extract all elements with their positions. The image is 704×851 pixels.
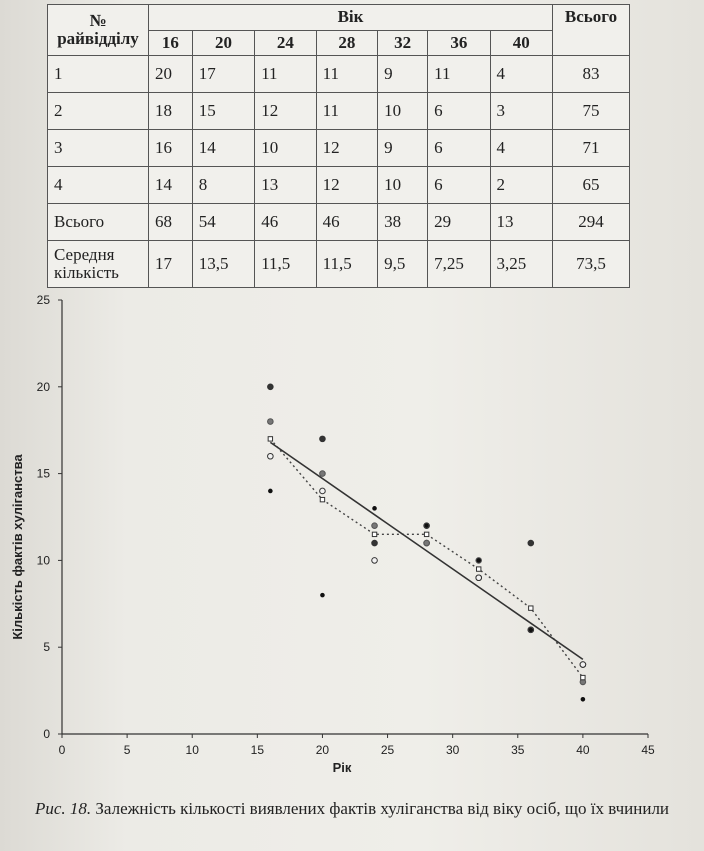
cell-value: 4 xyxy=(490,130,552,167)
cell-value: 16 xyxy=(149,130,193,167)
table-row xyxy=(48,93,630,130)
data-point-series-3 xyxy=(268,453,274,459)
mean-point xyxy=(424,532,428,536)
header-age-16: 16 xyxy=(149,30,193,56)
cell-value: 9 xyxy=(378,130,428,167)
data-point-series-2 xyxy=(424,540,430,546)
table-row xyxy=(48,130,630,167)
y-axis-label: Кількість фактів хуліганства xyxy=(10,454,25,640)
cell-value: 8 xyxy=(192,167,254,204)
cell-value: 6 xyxy=(428,93,490,130)
mean-point xyxy=(581,675,585,679)
header-age-20: 20 xyxy=(192,30,254,56)
x-tick-label: 35 xyxy=(511,743,525,757)
x-tick-label: 30 xyxy=(445,743,460,757)
row-total: 73,5 xyxy=(553,241,630,288)
cell-value: 68 xyxy=(149,204,193,241)
table-header-row-1 xyxy=(48,5,630,31)
cell-value: 10 xyxy=(378,93,428,130)
cell-value: 6 xyxy=(428,167,490,204)
row-total: 294 xyxy=(553,204,630,241)
cell-value: 14 xyxy=(192,130,254,167)
row-total: 75 xyxy=(553,93,630,130)
age-data-table xyxy=(47,4,630,288)
row-total: 71 xyxy=(553,130,630,167)
cell-value: 12 xyxy=(316,167,377,204)
mean-point xyxy=(268,437,272,441)
header-district: № райвідділу xyxy=(48,5,149,56)
row-label: Всього xyxy=(48,204,149,241)
header-age: Вік xyxy=(149,5,553,31)
table-row xyxy=(48,204,630,241)
row-total: 65 xyxy=(553,167,630,204)
cell-value: 29 xyxy=(428,204,490,241)
cell-value: 11 xyxy=(255,56,316,93)
figure-caption xyxy=(20,798,684,820)
cell-value: 13,5 xyxy=(192,241,254,288)
cell-value: 18 xyxy=(149,93,193,130)
cell-value: 7,25 xyxy=(428,241,490,288)
cell-value: 11,5 xyxy=(316,241,377,288)
cell-value: 46 xyxy=(255,204,316,241)
x-tick-label: 45 xyxy=(641,743,655,757)
x-tick-label: 25 xyxy=(380,743,395,757)
data-point-series-1 xyxy=(320,436,326,442)
y-tick-label: 0 xyxy=(43,727,50,741)
row-label: 1 xyxy=(48,56,149,93)
scatter-chart xyxy=(0,282,704,782)
header-age-36: 36 xyxy=(428,30,490,56)
data-point-series-1 xyxy=(528,540,534,546)
cell-value: 17 xyxy=(149,241,193,288)
data-point-series-4 xyxy=(477,559,481,563)
y-tick-label: 5 xyxy=(43,640,50,655)
table-row xyxy=(48,241,630,288)
data-point-series-3 xyxy=(580,662,586,668)
cell-value: 13 xyxy=(490,204,552,241)
data-point-series-4 xyxy=(321,593,325,597)
y-tick-label: 15 xyxy=(36,466,50,481)
header-age-40: 40 xyxy=(490,30,552,56)
row-label: 2 xyxy=(48,93,149,130)
caption-text: Залежність кількості виявлених фактів хуліганства від віку осіб, що їх вчинили xyxy=(95,799,670,818)
y-tick-label: 25 xyxy=(36,293,50,307)
x-axis-label: Рік xyxy=(332,760,352,775)
cell-value: 9,5 xyxy=(378,241,428,288)
cell-value: 11 xyxy=(316,93,377,130)
header-age-24: 24 xyxy=(255,30,316,56)
data-point-series-3 xyxy=(372,558,378,564)
cell-value: 10 xyxy=(378,167,428,204)
cell-value: 11 xyxy=(316,56,377,93)
cell-value: 11,5 xyxy=(255,241,316,288)
data-point-series-2 xyxy=(320,471,326,477)
data-point-series-1 xyxy=(268,384,274,390)
chart-lines xyxy=(270,439,583,678)
y-tick-label: 10 xyxy=(36,553,50,568)
mean-point xyxy=(320,497,324,501)
data-point-series-4 xyxy=(425,524,429,528)
chart-points xyxy=(268,384,586,701)
header-age-28: 28 xyxy=(316,30,377,56)
data-point-series-4 xyxy=(269,489,273,493)
cell-value: 3,25 xyxy=(490,241,552,288)
mean-point xyxy=(529,606,533,610)
header-age-32: 32 xyxy=(378,30,428,56)
row-total: 83 xyxy=(553,56,630,93)
cell-value: 20 xyxy=(149,56,193,93)
cell-value: 6 xyxy=(428,130,490,167)
cell-value: 15 xyxy=(192,93,254,130)
cell-value: 11 xyxy=(428,56,490,93)
data-point-series-2 xyxy=(268,419,274,425)
x-tick-label: 0 xyxy=(58,743,66,757)
x-tick-label: 5 xyxy=(123,743,131,757)
row-label: 3 xyxy=(48,130,149,167)
data-point-series-1 xyxy=(372,540,378,546)
caption-prefix: Рис. 18. xyxy=(34,799,92,818)
data-point-series-4 xyxy=(581,697,585,701)
cell-value: 3 xyxy=(490,93,552,130)
cell-value: 17 xyxy=(192,56,254,93)
header-total: Всього xyxy=(553,5,630,56)
x-tick-label: 10 xyxy=(185,743,199,757)
data-point-series-3 xyxy=(320,488,326,494)
cell-value: 38 xyxy=(378,204,428,241)
cell-value: 12 xyxy=(255,93,316,130)
x-tick-label: 40 xyxy=(576,743,590,757)
cell-value: 13 xyxy=(255,167,316,204)
row-label: 4 xyxy=(48,167,149,204)
cell-value: 9 xyxy=(378,56,428,93)
data-point-series-4 xyxy=(373,507,377,511)
chart-container xyxy=(0,282,704,782)
table-row xyxy=(48,167,630,204)
x-tick-label: 20 xyxy=(315,743,330,757)
mean-point xyxy=(477,567,481,571)
data-point-series-3 xyxy=(476,575,482,581)
mean-point xyxy=(372,532,376,536)
cell-value: 54 xyxy=(192,204,254,241)
data-point-series-4 xyxy=(529,628,533,632)
x-tick-label: 15 xyxy=(250,743,265,757)
chart-axes xyxy=(37,293,655,757)
trend-line xyxy=(270,442,583,659)
row-label: Середня кількість xyxy=(48,241,149,288)
cell-value: 12 xyxy=(316,130,377,167)
cell-value: 4 xyxy=(490,56,552,93)
cell-value: 46 xyxy=(316,204,377,241)
cell-value: 10 xyxy=(255,130,316,167)
cell-value: 2 xyxy=(490,167,552,204)
cell-value: 14 xyxy=(149,167,193,204)
data-point-series-2 xyxy=(372,523,378,529)
table-body xyxy=(48,56,630,288)
y-tick-label: 20 xyxy=(36,379,50,394)
table-row xyxy=(48,56,630,93)
